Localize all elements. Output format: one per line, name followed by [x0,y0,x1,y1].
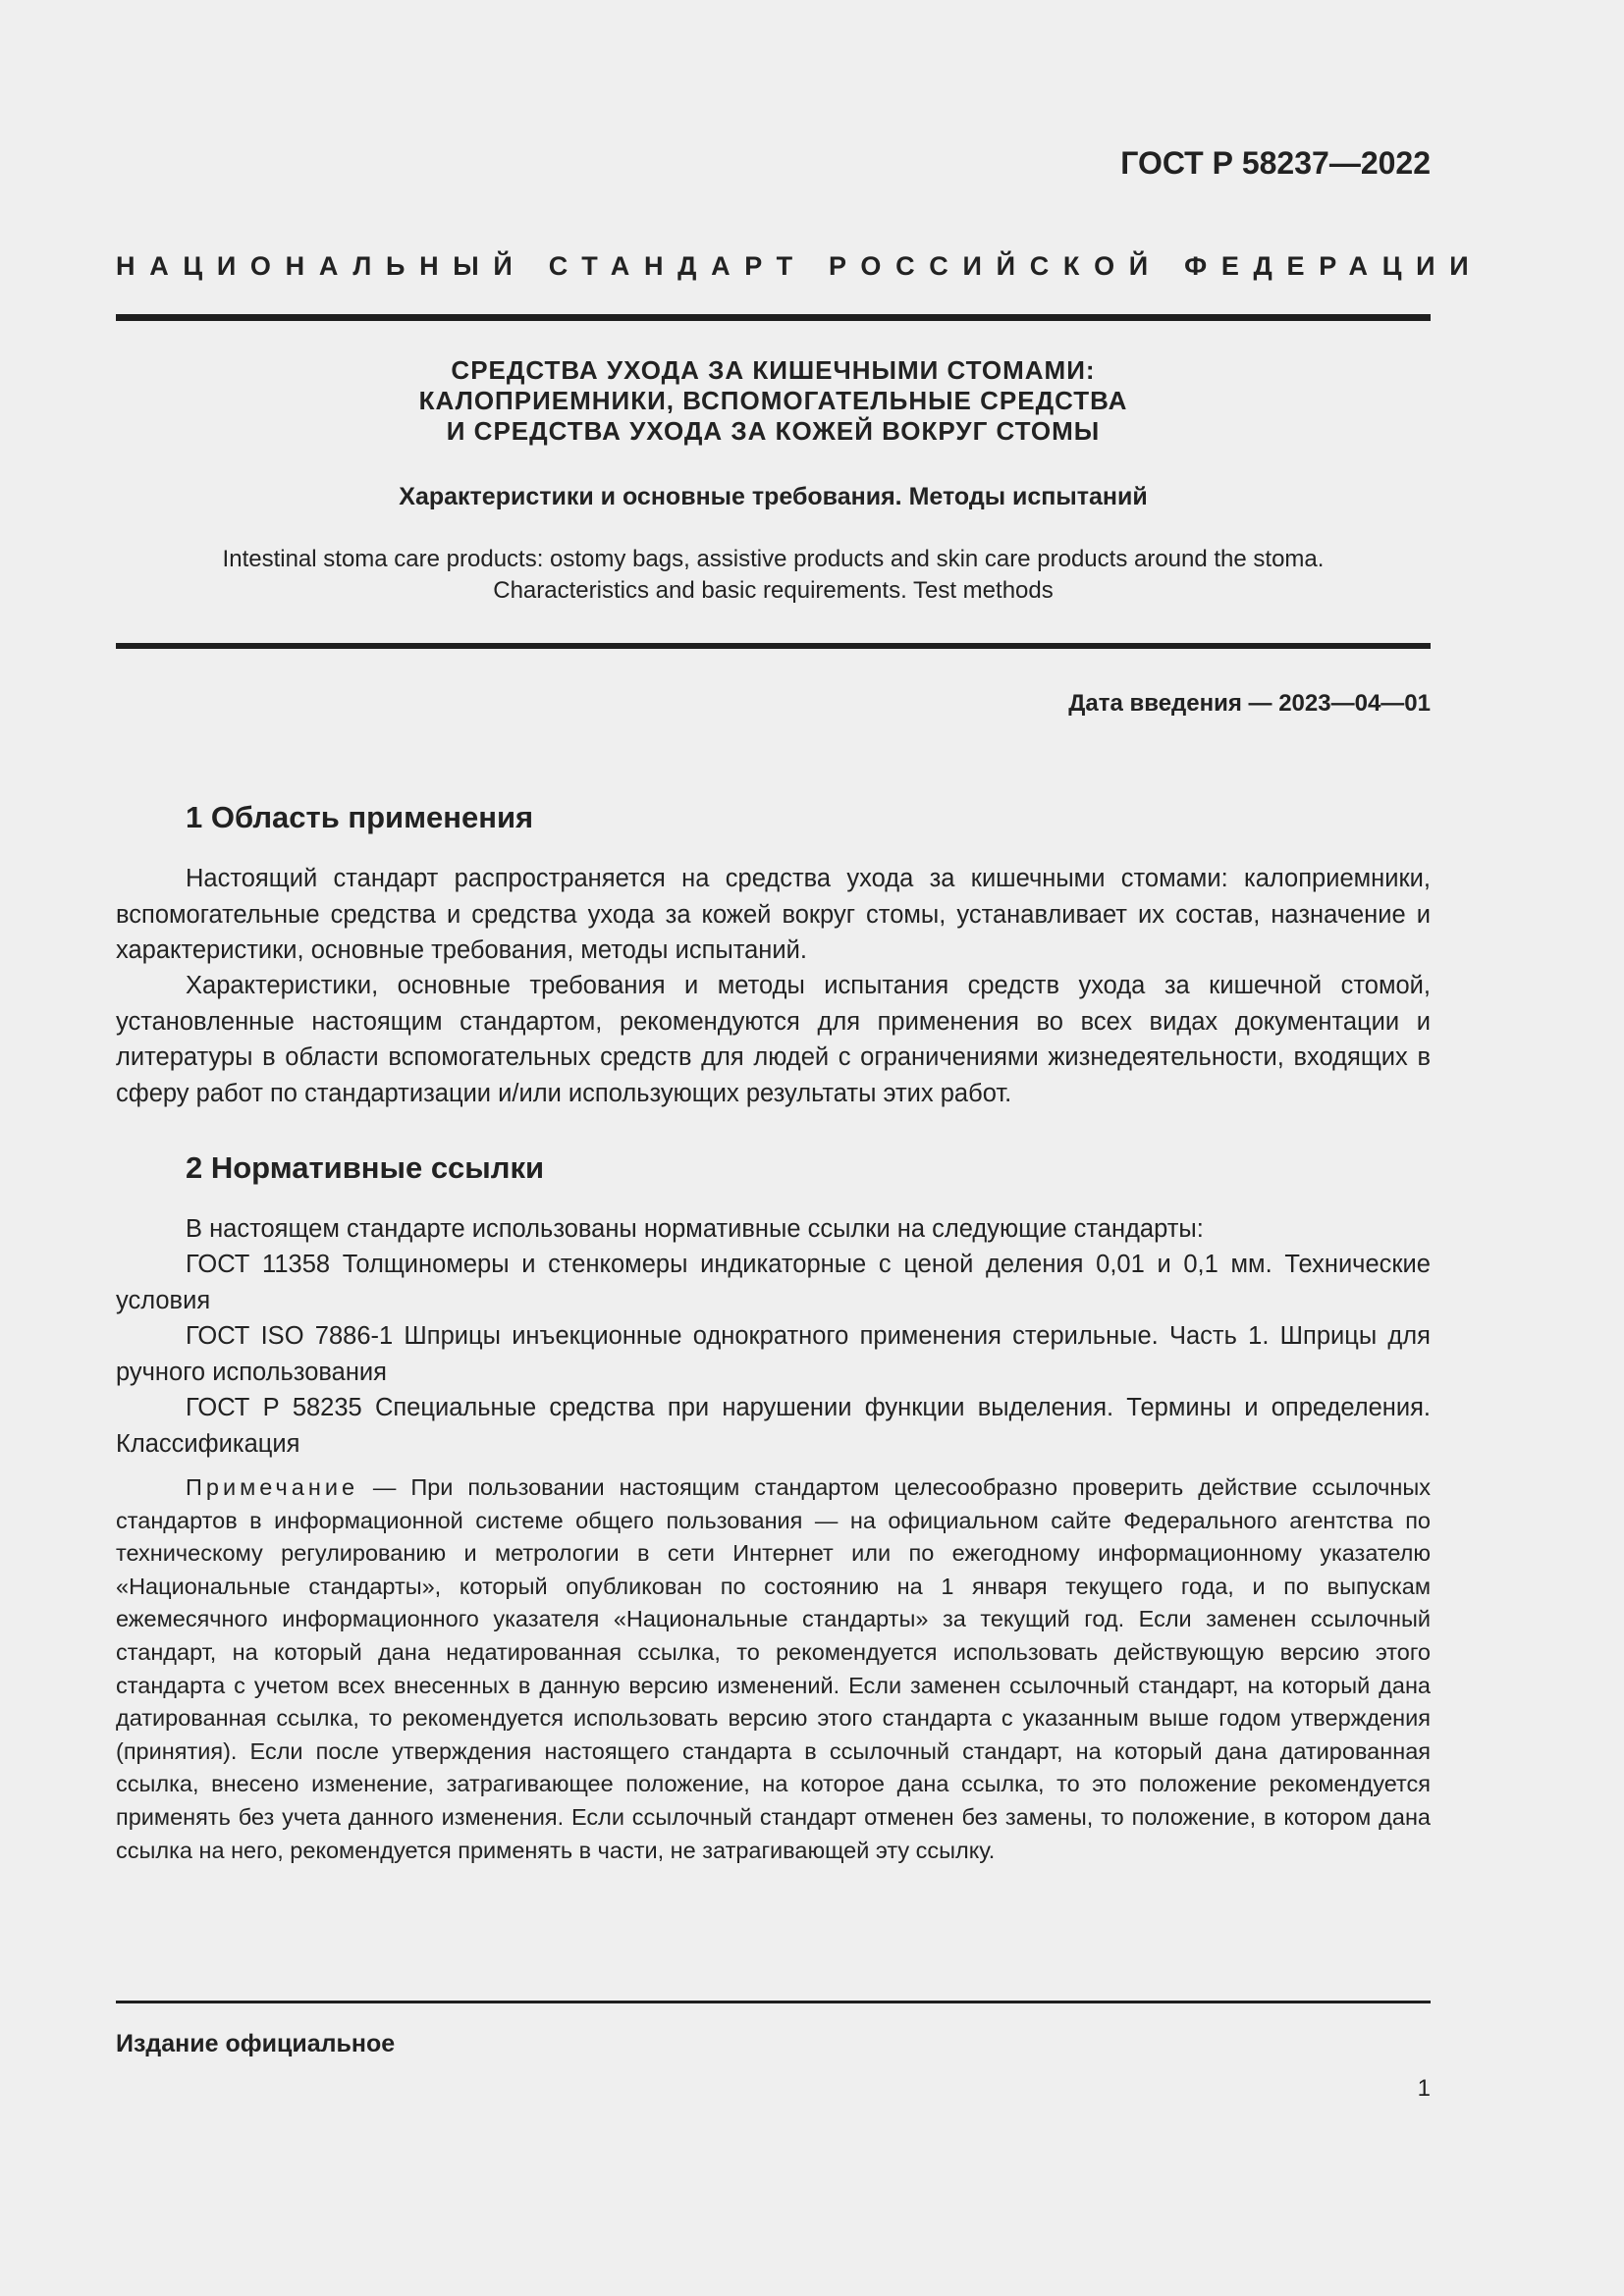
document-title [116,355,1431,447]
title-line-1: СРЕДСТВА УХОДА ЗА КИШЕЧНЫМИ СТОМАМИ: [451,355,1096,385]
standard-code: ГОСТ Р 58237—2022 [1120,145,1431,181]
national-standard-banner: НАЦИОНАЛЬНЫЙ СТАНДАРТ РОССИЙСКОЙ ФЕДЕРАЦИИ [116,251,1484,281]
title-line-2: КАЛОПРИЕМНИКИ, ВСПОМОГАТЕЛЬНЫЕ СРЕДСТВА [418,386,1128,415]
reference-item: ГОСТ ISO 7886-1 Шприцы инъекционные однократного применения стерильные. Часть 1. Шприцы для ручного использования [116,1322,1431,1386]
page-number: 1 [1417,2075,1431,2102]
note-label: Примечание [186,1474,359,1500]
note-paragraph [116,1471,1431,1867]
document-subtitle: Характеристики и основные требования. Методы испытаний [399,483,1148,510]
note-text: — При пользовании настоящим стандартом целесообразно проверить действие ссылочных стандартов в информационной системе общего пользования — на официальном сайте Федерального агентства по техническому регулированию и метрологии в сети Интернет или по ежегодному информационному указателю «Национальные стандарты», который опубликован по состоянию на 1 января текущего года, и по выпускам ежемесячного информационного указателя «Национальные стандарты» за текущий год. Если заменен ссылочный стандарт, на который дана недатированная ссылка, то рекомендуется использовать действующую версию этого стандарта с учетом всех внесенных в данную версию изменений. Если заменен ссылочный стандарт, на который дана датированная ссылка, то рекомендуется использовать версию этого стандарта с указанным выше годом утверждения (принятия). Если после утверждения настоящего стандарта в ссылочный стандарт, на который дана датированная ссылка, внесено изменение, затрагивающее положение, на которое дана ссылка, то это положение рекомендуется применять без учета данного изменения. Если ссылочный стандарт отменен без замены, то положение, в котором дана ссылка на него, рекомендуется применять в части, не затрагивающей эту ссылку. [116,1474,1431,1863]
section-2-intro: В настоящем стандарте использованы нормативные ссылки на следующие стандарты: [186,1215,1204,1243]
reference-item: ГОСТ Р 58235 Специальные средства при нарушении функции выделения. Термины и определения. Классификация [116,1394,1431,1458]
english-title-line-1: Intestinal stoma care products: ostomy bags, assistive products and skin care products around the stoma. [222,546,1325,572]
section-1-paragraph-2: Характеристики, основные требования и методы испытания средств ухода за кишечной стомой, установленные настоящим стандартом, рекомендуются для применения во всех видах документации и литературы в области вспомогательных средств для людей с ограничениями жизнедеятельности, входящих в сферу работ по стандартизации и/или использующих результаты этих работ. [116,972,1431,1107]
reference-item: ГОСТ 11358 Толщиномеры и стенкомеры индикаторные с ценой деления 0,01 и 0,1 мм. Технические условия [116,1251,1431,1314]
introduction-date: Дата введения — 2023—04—01 [1068,690,1431,717]
section-1-paragraph-1: Настоящий стандарт распространяется на средства ухода за кишечными стомами: калоприемники, вспомогательные средства и средства ухода за кожей вокруг стомы, устанавливает их состав, назначение и характеристики, основные требования, методы испытаний. [116,865,1431,964]
title-line-3: И СРЕДСТВА УХОДА ЗА КОЖЕЙ ВОКРУГ СТОМЫ [446,416,1101,446]
section-2-heading: 2 Нормативные ссылки [186,1150,545,1185]
official-edition-label: Издание официальное [116,2030,396,2057]
title-bottom-rule [116,643,1431,649]
section-1-heading: 1 Область применения [186,800,534,834]
english-title-line-2: Characteristics and basic requirements. Test methods [493,577,1054,604]
top-rule [116,314,1431,321]
english-title [116,544,1431,607]
footer-rule [116,2001,1431,2003]
